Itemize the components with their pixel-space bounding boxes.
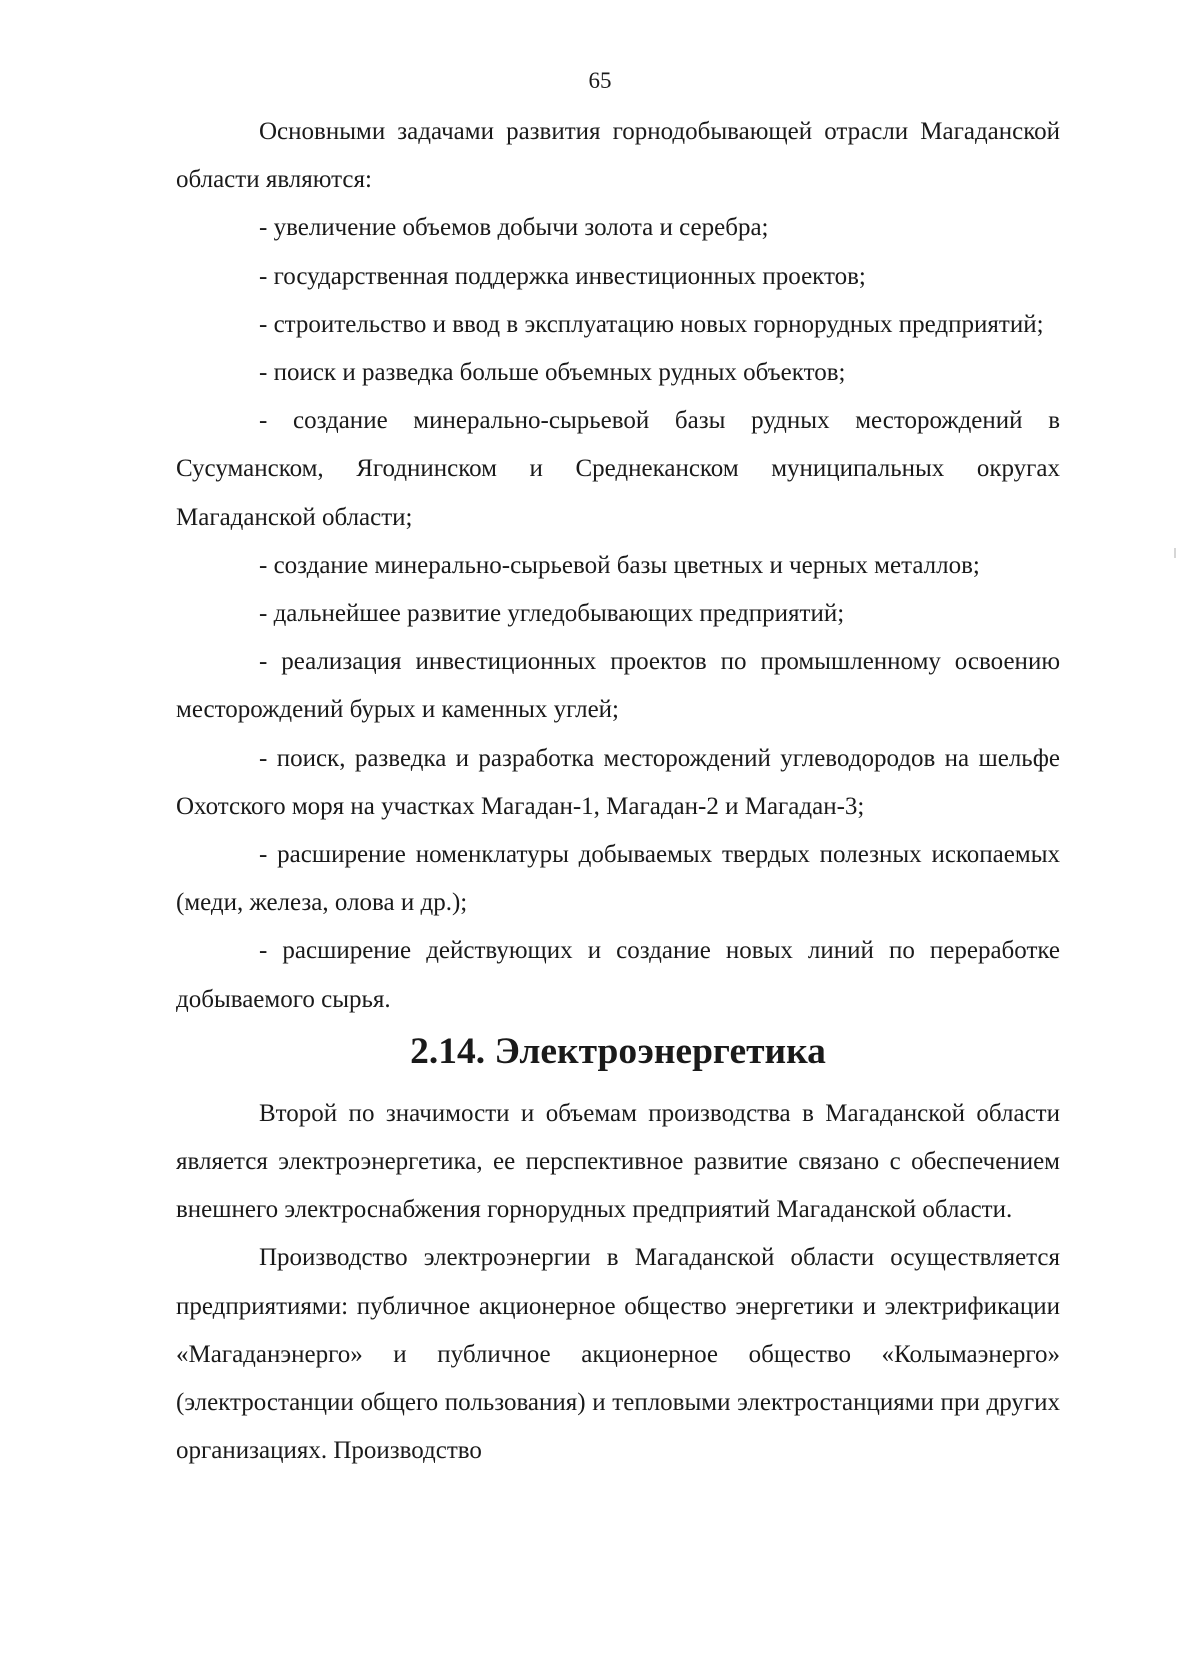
list-item-coal-projects: - реализация инвестиционных проектов по промышленному освоению месторождений бурых и каменных углей; xyxy=(176,648,1060,724)
section-heading: 2.14. Электроэнергетика xyxy=(410,1030,826,1072)
list-item-construction: - строительство и ввод в эксплуатацию новых горнорудных предприятий; xyxy=(259,310,1044,338)
list-item-gold-silver: - увеличение объемов добычи золота и серебра; xyxy=(259,214,769,242)
scan-mark xyxy=(1174,548,1176,558)
intro-paragraph: Основными задачами развития горнодобывающей отрасли Магаданской области являются: xyxy=(176,118,1060,194)
list-item-hydrocarbons: - поиск, разведка и разработка месторождений углеводородов на шельфе Охотского моря на участках Магадан-1, Магадан-2 и Магадан-3; xyxy=(176,744,1060,820)
document-body xyxy=(176,108,1060,1475)
list-item-metals-base: - создание минерально-сырьевой базы цветных и черных металлов; xyxy=(259,551,980,579)
page-number: 65 xyxy=(588,68,612,93)
energy-paragraph-2: Производство электроэнергии в Магаданской области осуществляется предприятиями: публичное акционерное общество энергетики и электрификации «Магаданэнерго» и публичное акционерное общество «Колымаэнерго» (электростанции общего пользования) и тепловыми электростанциями при других организациях. Производство xyxy=(176,1244,1060,1465)
list-item-state-support: - государственная поддержка инвестиционных проектов; xyxy=(259,262,866,290)
list-item-ore-base: - создание минерально-сырьевой базы рудных месторождений в Сусуманском, Ягоднинском и Среднеканском муниципальных округах Магаданской области; xyxy=(176,407,1060,531)
list-item-processing: - расширение действующих и создание новых линий по переработке добываемого сырья. xyxy=(176,937,1060,1013)
energy-paragraph-1: Второй по значимости и объемам производства в Магаданской области является электроэнергетика, ее перспективное развитие связано с обеспечением внешнего электроснабжения горнорудных предприятий Магаданской области. xyxy=(176,1099,1060,1224)
list-item-coal-enterprises: - дальнейшее развитие угледобывающих предприятий; xyxy=(259,600,845,628)
list-item-exploration: - поиск и разведка больше объемных рудных объектов; xyxy=(259,359,846,387)
list-item-nomenclature: - расширение номенклатуры добываемых твердых полезных ископаемых (меди, железа, олова и др.); xyxy=(176,841,1060,917)
